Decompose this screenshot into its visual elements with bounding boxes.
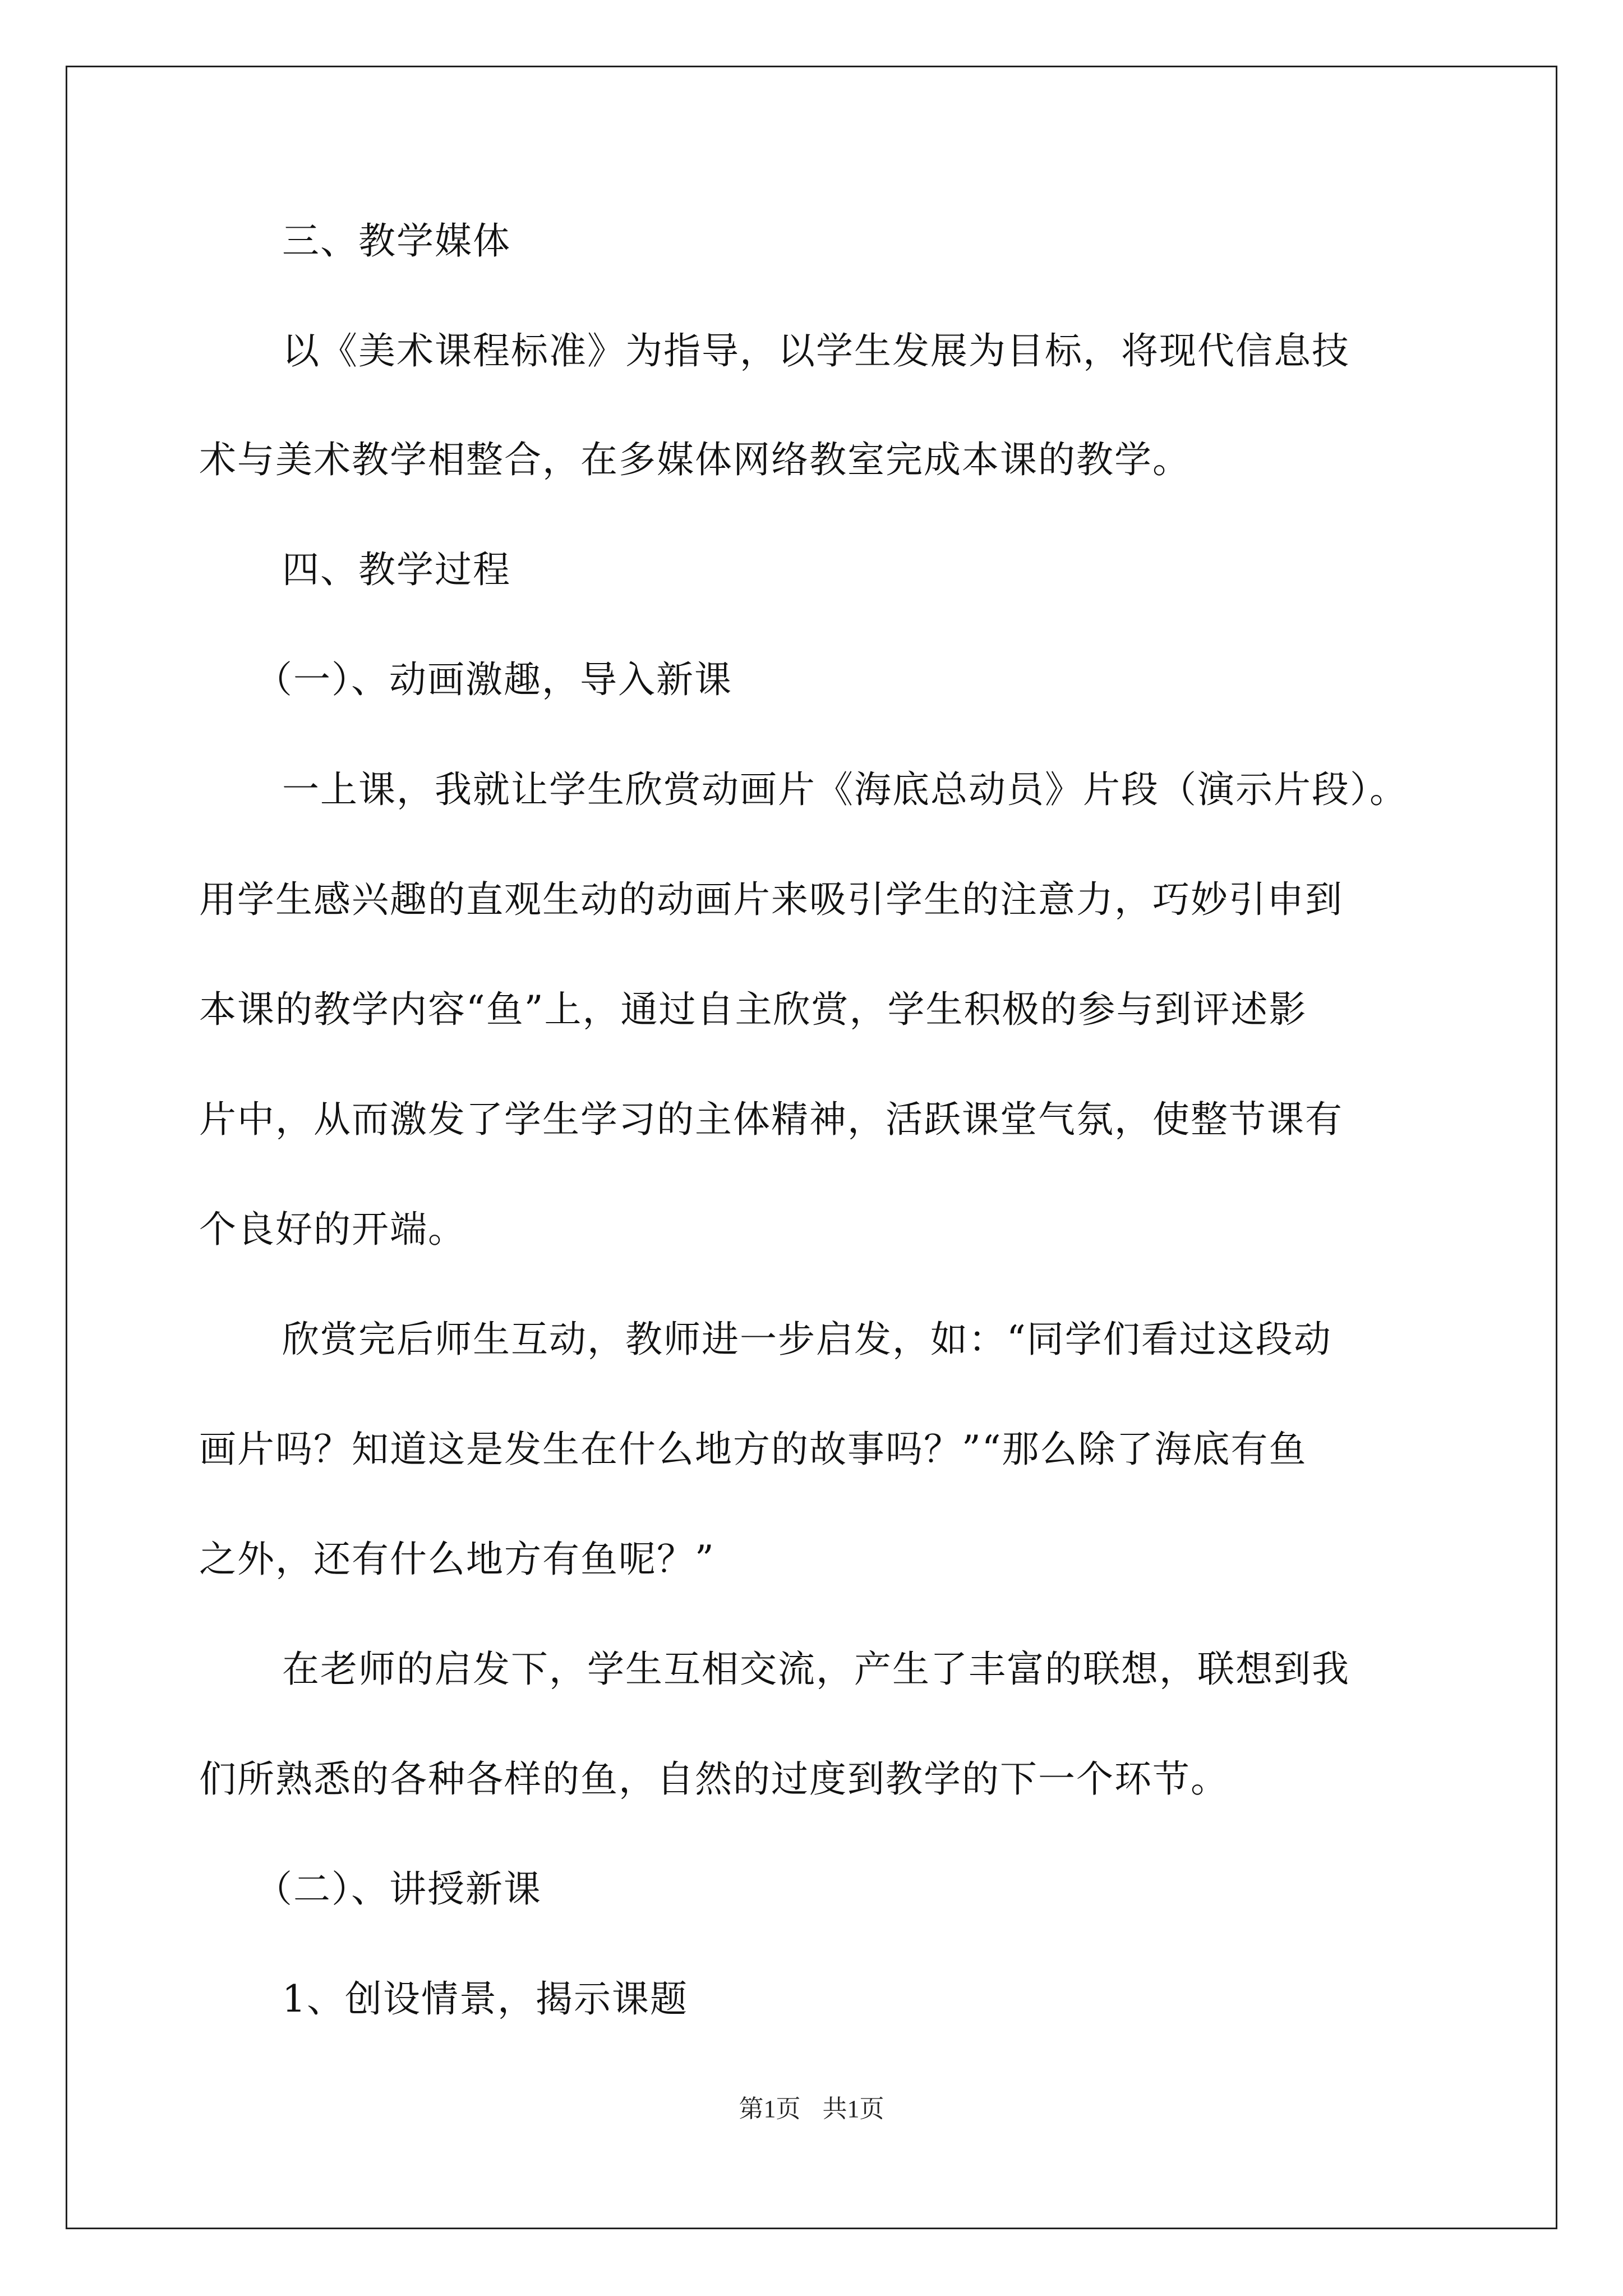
paragraph-line: 在老师的启发下，学生互相交流，产生了丰富的联想，联想到我 [282,1648,1350,1691]
page-number: 第1页 [739,2095,801,2123]
paragraph-line: 个良好的开端。 [199,1208,466,1251]
paragraph-line: 术与美术教学相整合，在多媒体网络教室完成本课的教学。 [199,438,1191,481]
section-heading-media: 三、教学媒体 [282,219,511,263]
page-footer [0,2092,1623,2126]
subsection-heading-2: （二）、讲授新课 [255,1867,542,1911]
paragraph-line: 片中，从而激发了学生学习的主体精神，活跃课堂气氛，使整节课有 [199,1098,1343,1141]
paragraph-line: 之外，还有什么地方有鱼呢？” [199,1538,715,1581]
paragraph-line: 本课的教学内容“鱼”上，通过自主欣赏，学生积极的参与到评述影 [199,988,1307,1031]
page-total: 共1页 [822,2095,884,2123]
paragraph-line: 一上课，我就让学生欣赏动画片《海底总动员》片段（演示片段）。 [282,768,1408,811]
section-heading-process: 四、教学过程 [282,548,511,591]
paragraph-line: 们所熟悉的各种各样的鱼，自然的过度到教学的下一个环节。 [199,1757,1229,1801]
paragraph-line: 用学生感兴趣的直观生动的动画片来吸引学生的注意力，巧妙引申到 [199,878,1343,921]
subsection-heading-1: （一）、动画激趣，导入新课 [255,658,732,701]
paragraph-line: 欣赏完后师生互动，教师进一步启发，如：“同学们看过这段动 [282,1318,1332,1361]
paragraph-line: 画片吗？知道这是发生在什么地方的故事吗？”“那么除了海底有鱼 [199,1428,1307,1471]
paragraph-line: 以《美术课程标准》为指导，以学生发展为目标，将现代信息技 [282,329,1350,372]
numbered-item-heading: 1、创设情景，揭示课题 [282,1977,688,2021]
